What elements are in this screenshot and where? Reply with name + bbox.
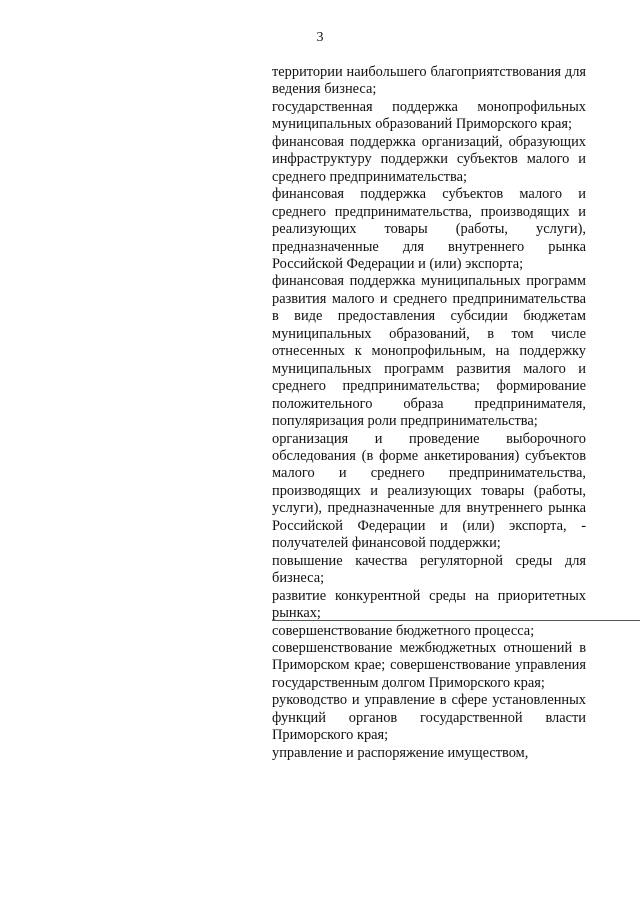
paragraph: управление и распоряжение имуществом, (272, 744, 529, 761)
paragraph: территории наибольшего благоприятствования для ведения бизнеса; (272, 64, 586, 98)
horizontal-rule (272, 620, 640, 621)
paragraph: совершенствование межбюджетных отношений в Приморском крае; совершенствование управления государственным долгом Приморского края; (272, 639, 586, 691)
paragraph: повышение качества регуляторной среды для бизнеса; (272, 552, 586, 587)
paragraph: финансовая поддержка муниципальных программ развития малого и среднего предпринимательства в виде предоставления субсидии бюджетам муниципальных образований, в том числе отнесенных к монопрофильным, на поддержку муниципальных программ развития малого и среднего предпринимательства; формирование положительного образа предпринимателя, популяризация роли предпринимательства; (272, 273, 586, 430)
paragraph: руководство и управление в сфере установленных функций органов государственной власти Приморского края; (272, 692, 586, 744)
paragraph: финансовая поддержка субъектов малого и среднего предпринимательства, производящих и реализующих товары (работы, услуги), предназначенные для внутреннего рынка Российской Федерации и (или) экспорта; (272, 186, 586, 272)
paragraph: организация и проведение выборочного обследования (в форме анкетирования) субъектов малого и среднего предпринимательства, производящих и реализующих товары (работы, услуги), предназначенные для внутреннего рынка Российской Федерации и (или) экспорта, - получателей финансовой поддержки; (272, 430, 586, 552)
paragraph: совершенствование бюджетного процесса; (272, 622, 535, 639)
paragraph: финансовая поддержка организаций, образующих инфраструктуру поддержки субъектов малого и среднего предпринимательства; (272, 133, 586, 185)
paragraph: государственная поддержка монопрофильных муниципальных образований Приморского края; (272, 98, 586, 133)
page-number: 3 (316, 30, 324, 45)
document-body (272, 64, 586, 762)
paragraph: развитие конкурентной среды на приоритетных рынках; (272, 587, 586, 622)
